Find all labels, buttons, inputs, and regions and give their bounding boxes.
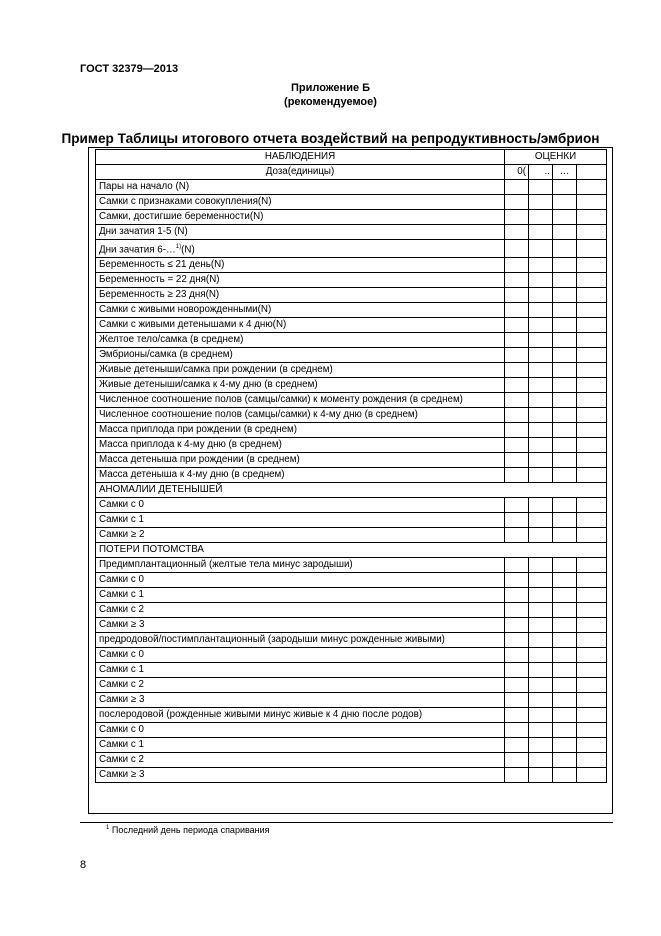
- table-row: [96, 195, 607, 210]
- observation-label: Дни зачатия 6-…$^{1)}$(N): [96, 240, 505, 258]
- score-cell: [529, 708, 553, 723]
- score-cell: [553, 513, 577, 528]
- observation-label: Масса приплода при рождении (в среднем): [96, 423, 505, 438]
- score-cell: [577, 408, 607, 423]
- section-row: [96, 543, 607, 558]
- score-cell: [553, 738, 577, 753]
- observation-label: Самки с живыми детенышами к 4 дню(N): [96, 318, 505, 333]
- score-cell: [577, 453, 607, 468]
- score-cell: [529, 393, 553, 408]
- score-cell: [553, 180, 577, 195]
- score-cell: [553, 573, 577, 588]
- score-cell: [553, 528, 577, 543]
- score-cell: [577, 333, 607, 348]
- score-cell: [553, 603, 577, 618]
- observation-label: Масса приплода к 4-му дню (в среднем): [96, 438, 505, 453]
- table-row: [96, 423, 607, 438]
- score-cell: [553, 678, 577, 693]
- score-cell: [529, 513, 553, 528]
- observation-label: послеродовой (рожденные живыми минус живые к 4 дню после родов): [96, 708, 505, 723]
- score-cell: [529, 468, 553, 483]
- score-cell: [577, 240, 607, 258]
- score-cell: [577, 378, 607, 393]
- score-cell: [529, 378, 553, 393]
- score-cell: [505, 663, 529, 678]
- score-cell: [577, 693, 607, 708]
- score-cell: [505, 738, 529, 753]
- score-cell: [577, 663, 607, 678]
- score-cell: [553, 768, 577, 783]
- section-label: ПОТЕРИ ПОТОМСТВА: [96, 543, 607, 558]
- score-cell: [577, 318, 607, 333]
- score-cell: [577, 498, 607, 513]
- score-cell: [553, 393, 577, 408]
- score-cell: [505, 498, 529, 513]
- footnote-marker: 1: [106, 825, 110, 831]
- footnote-text: Последний день периода спаривания: [111, 825, 270, 835]
- score-cell: [529, 303, 553, 318]
- observation-label: Эмбрионы/самка (в среднем): [96, 348, 505, 363]
- scores-header: ОЦЕНКИ: [505, 150, 607, 165]
- document-code: ГОСТ 32379—2013: [80, 63, 179, 75]
- observation-label: Самки с 1: [96, 663, 505, 678]
- score-cell: [529, 333, 553, 348]
- observation-label: Самки с 2: [96, 753, 505, 768]
- score-cell: [577, 768, 607, 783]
- observation-label: Самки с 2: [96, 603, 505, 618]
- table-row: [96, 378, 607, 393]
- dose-value-1: ..: [529, 165, 553, 180]
- score-cell: [577, 195, 607, 210]
- observation-label: Самки с признаками совокупления(N): [96, 195, 505, 210]
- table-row: [96, 453, 607, 468]
- score-cell: [505, 753, 529, 768]
- score-cell: [505, 408, 529, 423]
- observation-label: предродовой/постимплантационный (зародыши минус рожденные живыми): [96, 633, 505, 648]
- score-cell: [529, 753, 553, 768]
- score-cell: [577, 648, 607, 663]
- score-cell: [577, 438, 607, 453]
- table-row: [96, 225, 607, 240]
- score-cell: [505, 633, 529, 648]
- table-row: [96, 408, 607, 423]
- section-row: [96, 483, 607, 498]
- score-cell: [577, 348, 607, 363]
- score-cell: [529, 195, 553, 210]
- score-cell: [529, 768, 553, 783]
- observation-label: Пары на начало (N): [96, 180, 505, 195]
- score-cell: [505, 603, 529, 618]
- score-cell: [505, 558, 529, 573]
- score-cell: [577, 303, 607, 318]
- table-row: [96, 273, 607, 288]
- table-row: [96, 693, 607, 708]
- score-cell: [505, 618, 529, 633]
- score-cell: [553, 348, 577, 363]
- score-cell: [505, 468, 529, 483]
- table-row: [96, 603, 607, 618]
- score-cell: [577, 708, 607, 723]
- score-cell: [529, 423, 553, 438]
- observation-label: Самки ≥ 2: [96, 528, 505, 543]
- summary-table: [95, 149, 607, 783]
- table-row: [96, 573, 607, 588]
- observation-label: Численное соотношение полов (самцы/самки) к 4-му дню (в среднем): [96, 408, 505, 423]
- score-cell: [505, 240, 529, 258]
- score-cell: [553, 453, 577, 468]
- score-cell: [529, 318, 553, 333]
- observation-label: Самки с 0: [96, 723, 505, 738]
- score-cell: [577, 180, 607, 195]
- score-cell: [505, 423, 529, 438]
- score-cell: [505, 768, 529, 783]
- score-cell: [577, 393, 607, 408]
- score-cell: [577, 558, 607, 573]
- score-cell: [577, 588, 607, 603]
- score-cell: [529, 453, 553, 468]
- score-cell: [553, 423, 577, 438]
- table-row: [96, 768, 607, 783]
- table-row: [96, 498, 607, 513]
- table-row: [96, 180, 607, 195]
- observation-label: Беременность ≥ 23 дня(N): [96, 288, 505, 303]
- score-cell: [505, 318, 529, 333]
- score-cell: [577, 633, 607, 648]
- score-cell: [553, 663, 577, 678]
- score-cell: [577, 528, 607, 543]
- score-cell: [553, 378, 577, 393]
- score-cell: [529, 618, 553, 633]
- observations-header: НАБЛЮДЕНИЯ: [96, 150, 505, 165]
- table-row: [96, 348, 607, 363]
- page-number: 8: [80, 859, 87, 871]
- score-cell: [577, 423, 607, 438]
- score-cell: [577, 513, 607, 528]
- score-cell: [577, 678, 607, 693]
- score-cell: [553, 288, 577, 303]
- table-row: [96, 663, 607, 678]
- table-row: [96, 438, 607, 453]
- table-row: [96, 738, 607, 753]
- score-cell: [505, 225, 529, 240]
- score-cell: [553, 498, 577, 513]
- score-cell: [529, 588, 553, 603]
- table-row: [96, 648, 607, 663]
- observation-label: Самки с 0: [96, 573, 505, 588]
- score-cell: [553, 258, 577, 273]
- table-row: [96, 288, 607, 303]
- section-label: АНОМАЛИИ ДЕТЕНЫШЕЙ: [96, 483, 607, 498]
- observation-label: Самки с 1: [96, 588, 505, 603]
- score-cell: [577, 225, 607, 240]
- score-cell: [553, 588, 577, 603]
- dose-value-2: …: [553, 165, 577, 180]
- header-row: [96, 150, 607, 165]
- score-cell: [505, 333, 529, 348]
- score-cell: [505, 453, 529, 468]
- table-row: [96, 258, 607, 273]
- table-row: [96, 528, 607, 543]
- score-cell: [529, 663, 553, 678]
- score-cell: [529, 528, 553, 543]
- dose-value-0: 0(: [505, 165, 529, 180]
- score-cell: [505, 210, 529, 225]
- observation-label: Самки с 1: [96, 738, 505, 753]
- observation-label: Численное соотношение полов (самцы/самки) к моменту рождения (в среднем): [96, 393, 505, 408]
- score-cell: [529, 408, 553, 423]
- table-row: [96, 210, 607, 225]
- score-cell: [505, 195, 529, 210]
- observation-label: Беременность ≤ 21 день(N): [96, 258, 505, 273]
- score-cell: [577, 753, 607, 768]
- score-cell: [553, 333, 577, 348]
- score-cell: [505, 393, 529, 408]
- score-cell: [529, 348, 553, 363]
- observation-label: Самки с 0: [96, 498, 505, 513]
- observation-label: Предимплантационный (желтые тела минус зародыши): [96, 558, 505, 573]
- score-cell: [505, 708, 529, 723]
- score-cell: [553, 210, 577, 225]
- score-cell: [505, 438, 529, 453]
- footnote-rule: [80, 822, 613, 823]
- table-row: [96, 318, 607, 333]
- observation-label: Самки ≥ 3: [96, 768, 505, 783]
- score-cell: [577, 273, 607, 288]
- score-cell: [529, 273, 553, 288]
- score-cell: [529, 603, 553, 618]
- observation-label: Масса детеныша к 4-му дню (в среднем): [96, 468, 505, 483]
- table-row: [96, 753, 607, 768]
- observation-label: Самки с 0: [96, 648, 505, 663]
- score-cell: [529, 738, 553, 753]
- score-cell: [577, 618, 607, 633]
- table-row: [96, 558, 607, 573]
- score-cell: [529, 180, 553, 195]
- score-cell: [529, 693, 553, 708]
- score-cell: [553, 468, 577, 483]
- appendix-title: Приложение Б: [290, 82, 371, 94]
- observation-label: Живые детеныши/самка к 4-му дню (в среднем): [96, 378, 505, 393]
- score-cell: [553, 303, 577, 318]
- score-cell: [529, 210, 553, 225]
- observation-label: Самки с живыми новорожденными(N): [96, 303, 505, 318]
- score-cell: [553, 240, 577, 258]
- score-cell: [505, 693, 529, 708]
- observation-label: Желтое тело/самка (в среднем): [96, 333, 505, 348]
- score-cell: [553, 723, 577, 738]
- appendix-note: (рекомендуемое): [284, 96, 377, 108]
- score-cell: [577, 723, 607, 738]
- score-cell: [577, 603, 607, 618]
- table-row: [96, 303, 607, 318]
- score-cell: [505, 363, 529, 378]
- score-cell: [505, 573, 529, 588]
- observation-label: Беременность = 22 дня(N): [96, 273, 505, 288]
- dose-value-empty: [577, 165, 607, 180]
- score-cell: [529, 258, 553, 273]
- observation-label: Самки, достигшие беременности(N): [96, 210, 505, 225]
- table-row: [96, 333, 607, 348]
- score-cell: [529, 633, 553, 648]
- score-cell: [529, 678, 553, 693]
- score-cell: [577, 288, 607, 303]
- score-cell: [553, 618, 577, 633]
- dose-row: [96, 165, 607, 180]
- score-cell: [553, 558, 577, 573]
- score-cell: [505, 273, 529, 288]
- score-cell: [553, 753, 577, 768]
- score-cell: [505, 678, 529, 693]
- score-cell: [505, 348, 529, 363]
- score-cell: [577, 210, 607, 225]
- score-cell: [529, 288, 553, 303]
- table-row: [96, 723, 607, 738]
- score-cell: [529, 723, 553, 738]
- score-cell: [529, 648, 553, 663]
- table-row: [96, 513, 607, 528]
- table-row: [96, 363, 607, 378]
- score-cell: [505, 528, 529, 543]
- score-cell: [577, 738, 607, 753]
- table-row: [96, 240, 607, 258]
- table-row: [96, 468, 607, 483]
- score-cell: [505, 648, 529, 663]
- score-cell: [529, 240, 553, 258]
- score-cell: [553, 648, 577, 663]
- score-cell: [553, 408, 577, 423]
- score-cell: [553, 708, 577, 723]
- score-cell: [505, 288, 529, 303]
- table-row: [96, 633, 607, 648]
- score-cell: [553, 195, 577, 210]
- observation-label: Самки ≥ 3: [96, 618, 505, 633]
- score-cell: [577, 363, 607, 378]
- score-cell: [505, 513, 529, 528]
- observation-label: Самки ≥ 3: [96, 693, 505, 708]
- score-cell: [505, 378, 529, 393]
- score-cell: [577, 258, 607, 273]
- observation-label: Живые детеныши/самка при рождении (в среднем): [96, 363, 505, 378]
- table-row: [96, 678, 607, 693]
- score-cell: [553, 438, 577, 453]
- observation-label: Самки с 1: [96, 513, 505, 528]
- score-cell: [505, 588, 529, 603]
- observation-label: Самки с 2: [96, 678, 505, 693]
- observation-label: Дни зачатия 1-5 (N): [96, 225, 505, 240]
- observation-label: Масса детеныша при рождении (в среднем): [96, 453, 505, 468]
- score-cell: [529, 573, 553, 588]
- score-cell: [529, 363, 553, 378]
- score-cell: [577, 468, 607, 483]
- score-cell: [553, 633, 577, 648]
- table-row: [96, 618, 607, 633]
- score-cell: [577, 573, 607, 588]
- score-cell: [553, 318, 577, 333]
- dose-label: Доза(единицы): [96, 165, 505, 180]
- score-cell: [553, 225, 577, 240]
- score-cell: [529, 438, 553, 453]
- table-row: [96, 588, 607, 603]
- table-row: [96, 708, 607, 723]
- score-cell: [553, 363, 577, 378]
- score-cell: [505, 303, 529, 318]
- score-cell: [529, 498, 553, 513]
- score-cell: [505, 258, 529, 273]
- table-title: Пример Таблицы итогового отчета воздействий на репродуктивность/эмбрион: [61, 131, 600, 146]
- score-cell: [529, 558, 553, 573]
- table-row: [96, 393, 607, 408]
- footnote: [106, 825, 270, 835]
- score-cell: [529, 225, 553, 240]
- score-cell: [505, 180, 529, 195]
- score-cell: [505, 723, 529, 738]
- score-cell: [553, 273, 577, 288]
- score-cell: [553, 693, 577, 708]
